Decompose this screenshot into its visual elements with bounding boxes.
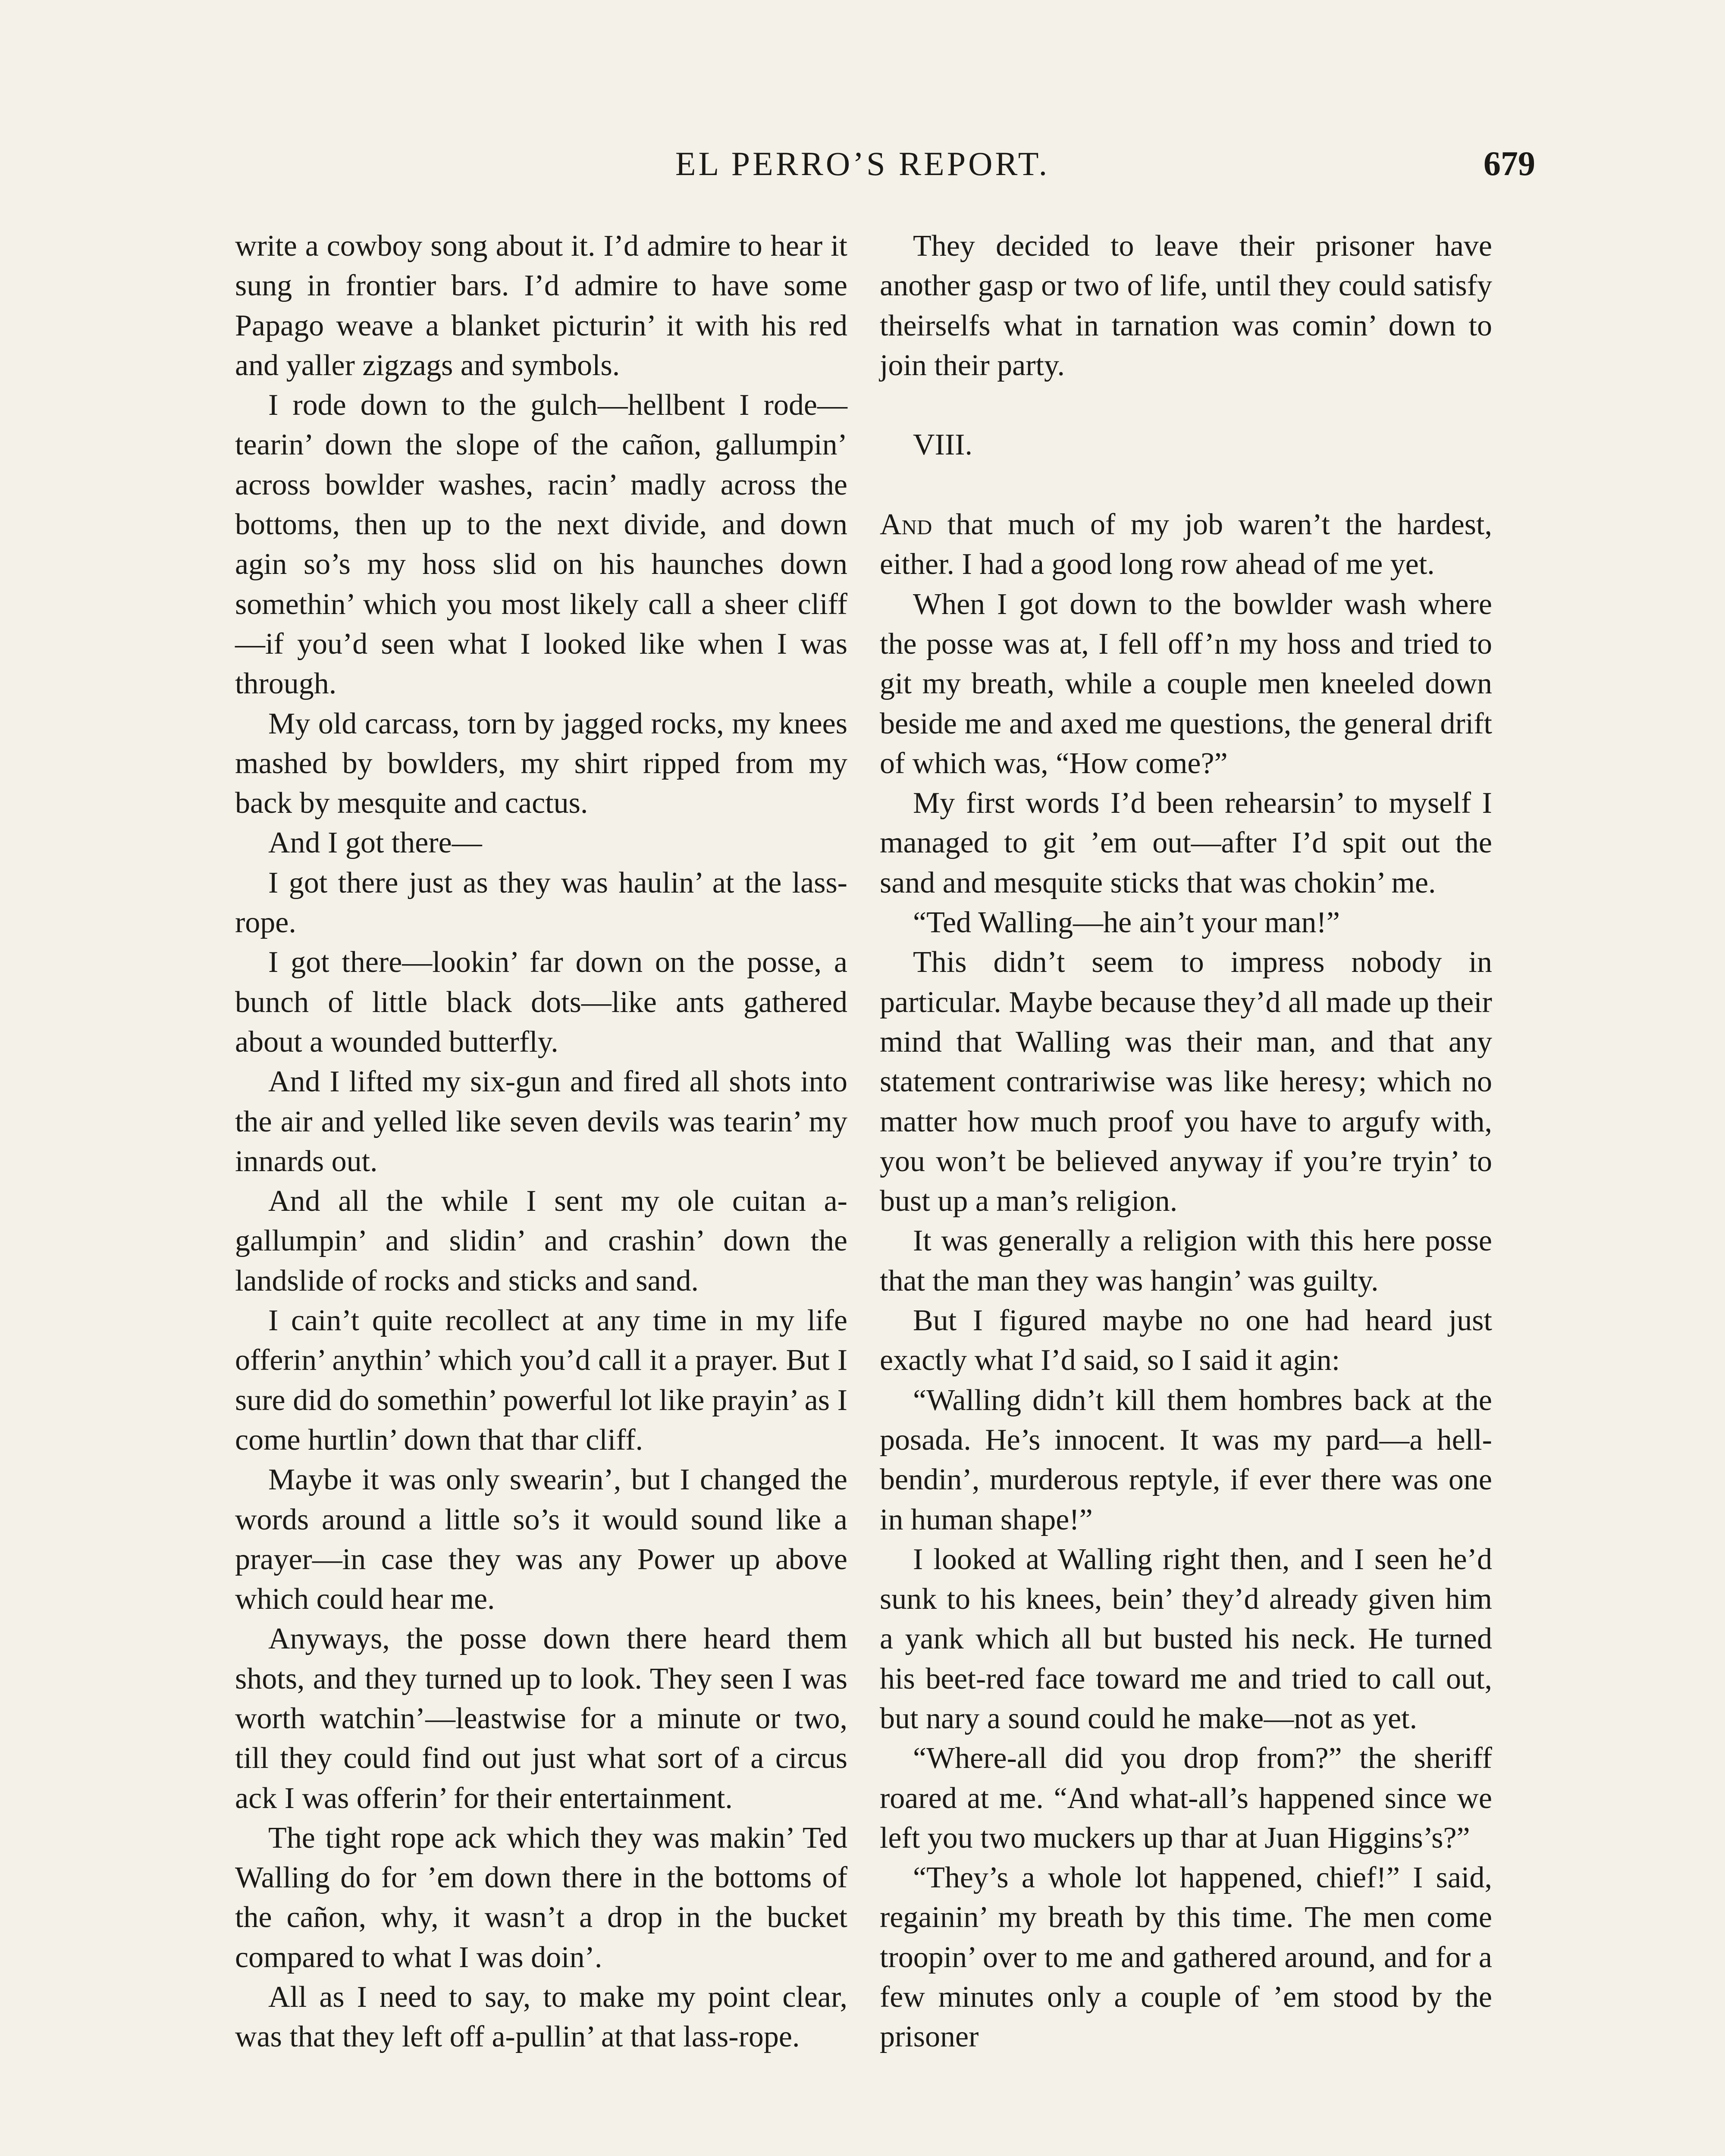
paragraph: My first words I’d been rehearsin’ to myself I managed to git ’em out—after I’d spit out the sand and mesquite sticks that was chokin’ me. bbox=[880, 787, 1492, 899]
paragraph: “Walling didn’t kill them hombres back at the posada. He’s innocent. It was my pard—a hell-bendin’, murderous reptyle, if ever there was one in human shape!” bbox=[880, 1383, 1492, 1536]
paragraph: I got there—lookin’ far down on the posse, a bunch of little black dots—like ants gathered about a wounded butterfly. bbox=[235, 946, 847, 1059]
paragraph: It was generally a religion with this here posse that the man they was hangin’ was guilty. bbox=[880, 1224, 1492, 1297]
paragraph: I got there just as they was haulin’ at the lass-rope. bbox=[235, 866, 847, 940]
paragraph: My old carcass, torn by jagged rocks, my knees mashed by bowlders, my shirt ripped from my back by mesquite and cactus. bbox=[235, 707, 847, 820]
paragraph: “Where-all did you drop from?” the sheriff roared at me. “And what-all’s happened since we left you two muckers up thar at Juan Higgins’s?” bbox=[880, 1742, 1492, 1855]
paragraph: And all the while I sent my ole cuitan a-gallumpin’ and slidin’ and crashin’ down the landslide of rocks and sticks and sand. bbox=[235, 1185, 847, 1297]
paragraph: I cain’t quite recollect at any time in my life offerin’ anythin’ which you’d call it a prayer. But I sure did do somethin’ powerful lot like prayin’ as I come hurtlin’ down that thar cliff. bbox=[235, 1304, 847, 1457]
paragraph: I looked at Walling right then, and I seen he’d sunk to his knees, bein’ they’d already given him a yank which all but busted his neck. He turned his beet-red face toward me and tried to call out, but nary a sound could he make—not as yet. bbox=[880, 1542, 1492, 1735]
right-column bbox=[880, 226, 1492, 2057]
paragraph: And I got there— bbox=[268, 826, 482, 860]
paragraph: Maybe it was only swearin’, but I changed the words around a little so’s it would sound like a prayer—in case they was any Power up above which could hear me. bbox=[235, 1463, 847, 1616]
paragraph: They decided to leave their prisoner have another gasp or two of life, until they could satisfy theirselfs what in tarnation was comin’ down to join their party. bbox=[880, 229, 1492, 382]
left-column bbox=[235, 226, 847, 2057]
paragraph: This didn’t seem to impress nobody in particular. Maybe because they’d all made up their mind that Walling was their man, and that any statement contrariwise was like heresy; which no matter how much proof you have to argufy with, you won’t be believed anyway if you’re tryin’ to bust up a man’s religion. bbox=[880, 946, 1492, 1218]
page-number: 679 bbox=[1484, 145, 1535, 183]
paragraph: All as I need to say, to make my point clear, was that they left off a-pullin’ at that lass-rope. bbox=[235, 1981, 847, 2054]
paragraph-text: that much of my job waren’t the hardest, either. I had a good long row ahead of me yet. bbox=[880, 508, 1492, 581]
section-heading: VIII. bbox=[913, 428, 972, 462]
paragraph: When I got down to the bowlder wash where the posse was at, I fell off’n my hoss and tried to git my breath, while a couple men kneeled down beside me and axed me questions, the general drift of which was, “How come?” bbox=[880, 587, 1492, 780]
paragraph: write a cowboy song about it. I’d admire to hear it sung in frontier bars. I’d admire to have some Papago weave a blanket picturin’ it with his red and yaller zigzags and symbols. bbox=[235, 229, 847, 382]
paragraph: Anyways, the posse down there heard them shots, and they turned up to look. They seen I was worth watchin’—leastwise for a minute or two, till they could find out just what sort of a circus ack I was offerin’ for their entertainment. bbox=[235, 1622, 847, 1815]
paragraph bbox=[880, 505, 1492, 585]
paragraph: “They’s a whole lot happened, chief!” I said, regainin’ my breath by this time. The men come troopin’ over to me and gathered around, and for a few minutes only a couple of ’em stood by the prisoner bbox=[880, 1861, 1492, 2054]
paragraph: The tight rope ack which they was makin’ Ted Walling do for ’em down there in the bottoms of the cañon, why, it wasn’t a drop in the bucket compared to what I was doin’. bbox=[235, 1821, 847, 1974]
paragraph: And I lifted my six-gun and fired all shots into the air and yelled like seven devils was tearin’ my innards out. bbox=[235, 1065, 847, 1178]
paragraph: “Ted Walling—he ain’t your man!” bbox=[913, 906, 1340, 940]
paragraph: But I figured maybe no one had heard just exactly what I’d said, so I said it agin: bbox=[880, 1304, 1492, 1377]
running-title: EL PERRO’S REPORT. bbox=[675, 145, 1050, 182]
drop-word: And bbox=[880, 508, 932, 542]
paragraph: I rode down to the gulch—hellbent I rode—tearin’ down the slope of the cañon, gallumpin’ across bowlder washes, racin’ madly across the bottoms, then up to the next divide, and down agin so’s my hoss slid on his haunches down somethin’ which you most likely call a sheer cliff—if you’d seen what I looked like when I was through. bbox=[235, 389, 847, 701]
